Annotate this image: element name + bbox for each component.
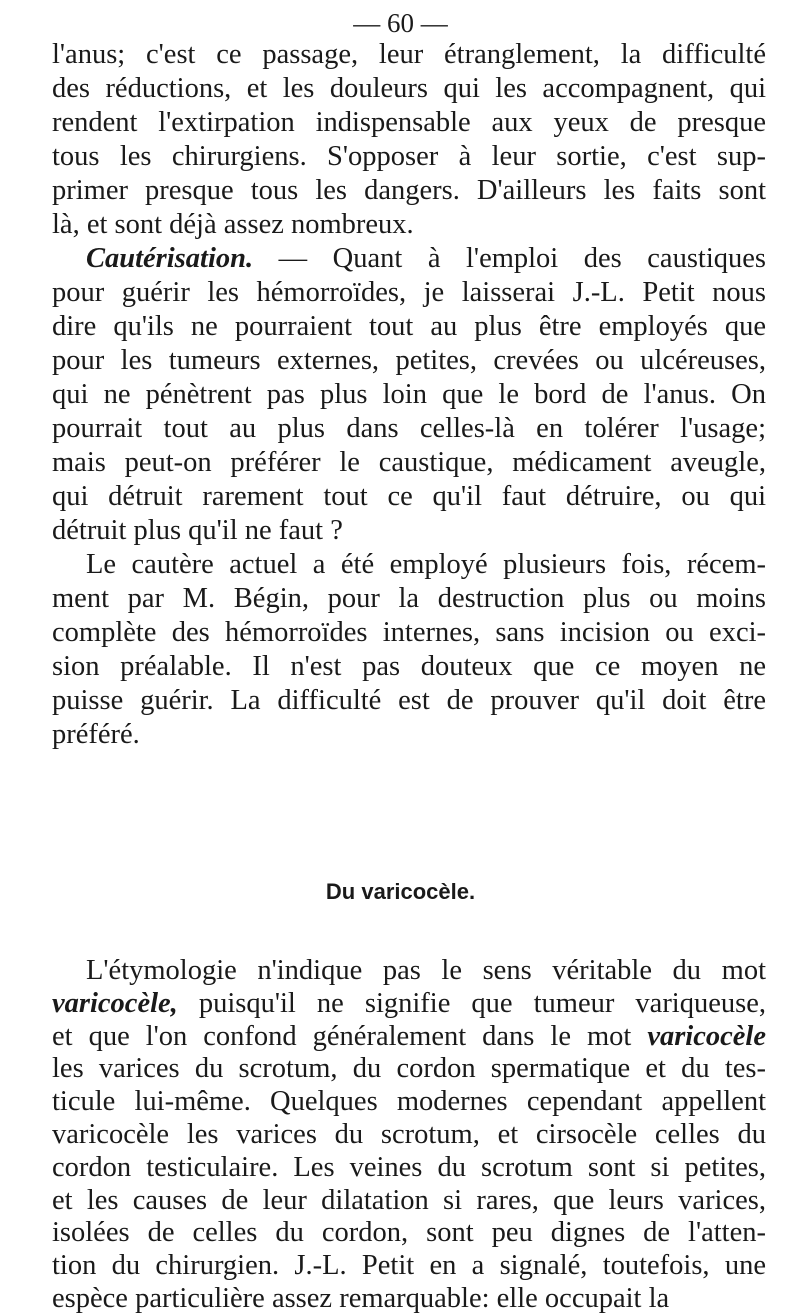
text-line: espèce particulière assez remarquable: elle occupait la	[52, 1283, 670, 1314]
text-line: préféré.	[52, 719, 140, 750]
text-line: puisse guérir. La difficulté est de prouver qu'il doit être	[52, 685, 766, 716]
text-line: là, et sont déjà assez nombreux.	[52, 209, 414, 240]
text-line: dire qu'ils ne pourraient tout au plus être employés que	[52, 311, 766, 342]
text-line	[86, 242, 766, 276]
cauterisation-heading: Cautérisation.	[86, 243, 254, 274]
text-line: L'étymologie n'indique pas le sens véritable du mot	[86, 955, 766, 986]
text-line	[52, 1020, 766, 1054]
text-line: ment par M. Bégin, pour la destruction plus ou moins	[52, 583, 766, 614]
text-line: isolées de celles du cordon, sont peu dignes de l'atten-	[52, 1217, 766, 1249]
text-line: et les causes de leur dilatation si rares, que leurs varices,	[52, 1184, 766, 1216]
text-line: varicocèle les varices du scrotum, et cirsocèle celles du	[52, 1119, 766, 1150]
text-line: tous les chirurgiens. S'opposer à leur sortie, c'est sup-	[52, 141, 766, 172]
text-line: sion préalable. Il n'est pas douteux que ce moyen ne	[52, 651, 766, 682]
text-line: pour les tumeurs externes, petites, crevées ou ulcéreuses,	[52, 345, 766, 376]
term-varicocele: varicocèle	[647, 1020, 766, 1052]
text-line: pour guérir les hémorroïdes, je laisserai J.-L. Petit nous	[52, 277, 766, 308]
text-line: des réductions, et les douleurs qui les accompagnent, qui	[52, 73, 766, 104]
text-line: rendent l'extirpation indispensable aux yeux de presque	[52, 107, 766, 138]
text-line: pourrait tout au plus dans celles-là en tolérer l'usage;	[52, 413, 766, 444]
text-line: complète des hémorroïdes internes, sans incision ou exci-	[52, 617, 766, 648]
text-span: — Quant à l'emploi des caustiques	[278, 243, 766, 274]
text-line: qui détruit rarement tout ce qu'il faut détruire, ou qui	[52, 481, 766, 512]
text-line: tion du chirurgien. J.-L. Petit en a signalé, toutefois, une	[52, 1250, 766, 1282]
text-line: cordon testiculaire. Les veines du scrotum sont si petites,	[52, 1151, 766, 1183]
text-line	[52, 987, 766, 1021]
text-line: ticule lui-même. Quelques modernes cependant appellent	[52, 1086, 766, 1118]
text-line: les varices du scrotum, du cordon spermatique et du tes-	[52, 1053, 766, 1085]
text-line: mais peut-on préférer le caustique, médicament aveugle,	[52, 447, 766, 478]
text-span: puisqu'il ne signifie que tumeur variqueuse,	[177, 987, 766, 1019]
text-line: l'anus; c'est ce passage, leur étranglement, la difficulté	[52, 39, 766, 70]
text-line: Le cautère actuel a été employé plusieurs fois, récem-	[86, 549, 766, 580]
term-varicocele: varicocèle,	[52, 987, 178, 1019]
text-line: détruit plus qu'il ne faut ?	[52, 515, 343, 546]
page-number: — 60 —	[353, 8, 448, 38]
section-heading: Du varicocèle.	[325, 879, 476, 904]
text-line: qui ne pénètrent pas plus loin que le bord de l'anus. On	[52, 379, 766, 410]
text-line: primer presque tous les dangers. D'ailleurs les faits sont	[52, 175, 766, 206]
text-span: et que l'on confond généralement dans le mot	[52, 1020, 648, 1052]
